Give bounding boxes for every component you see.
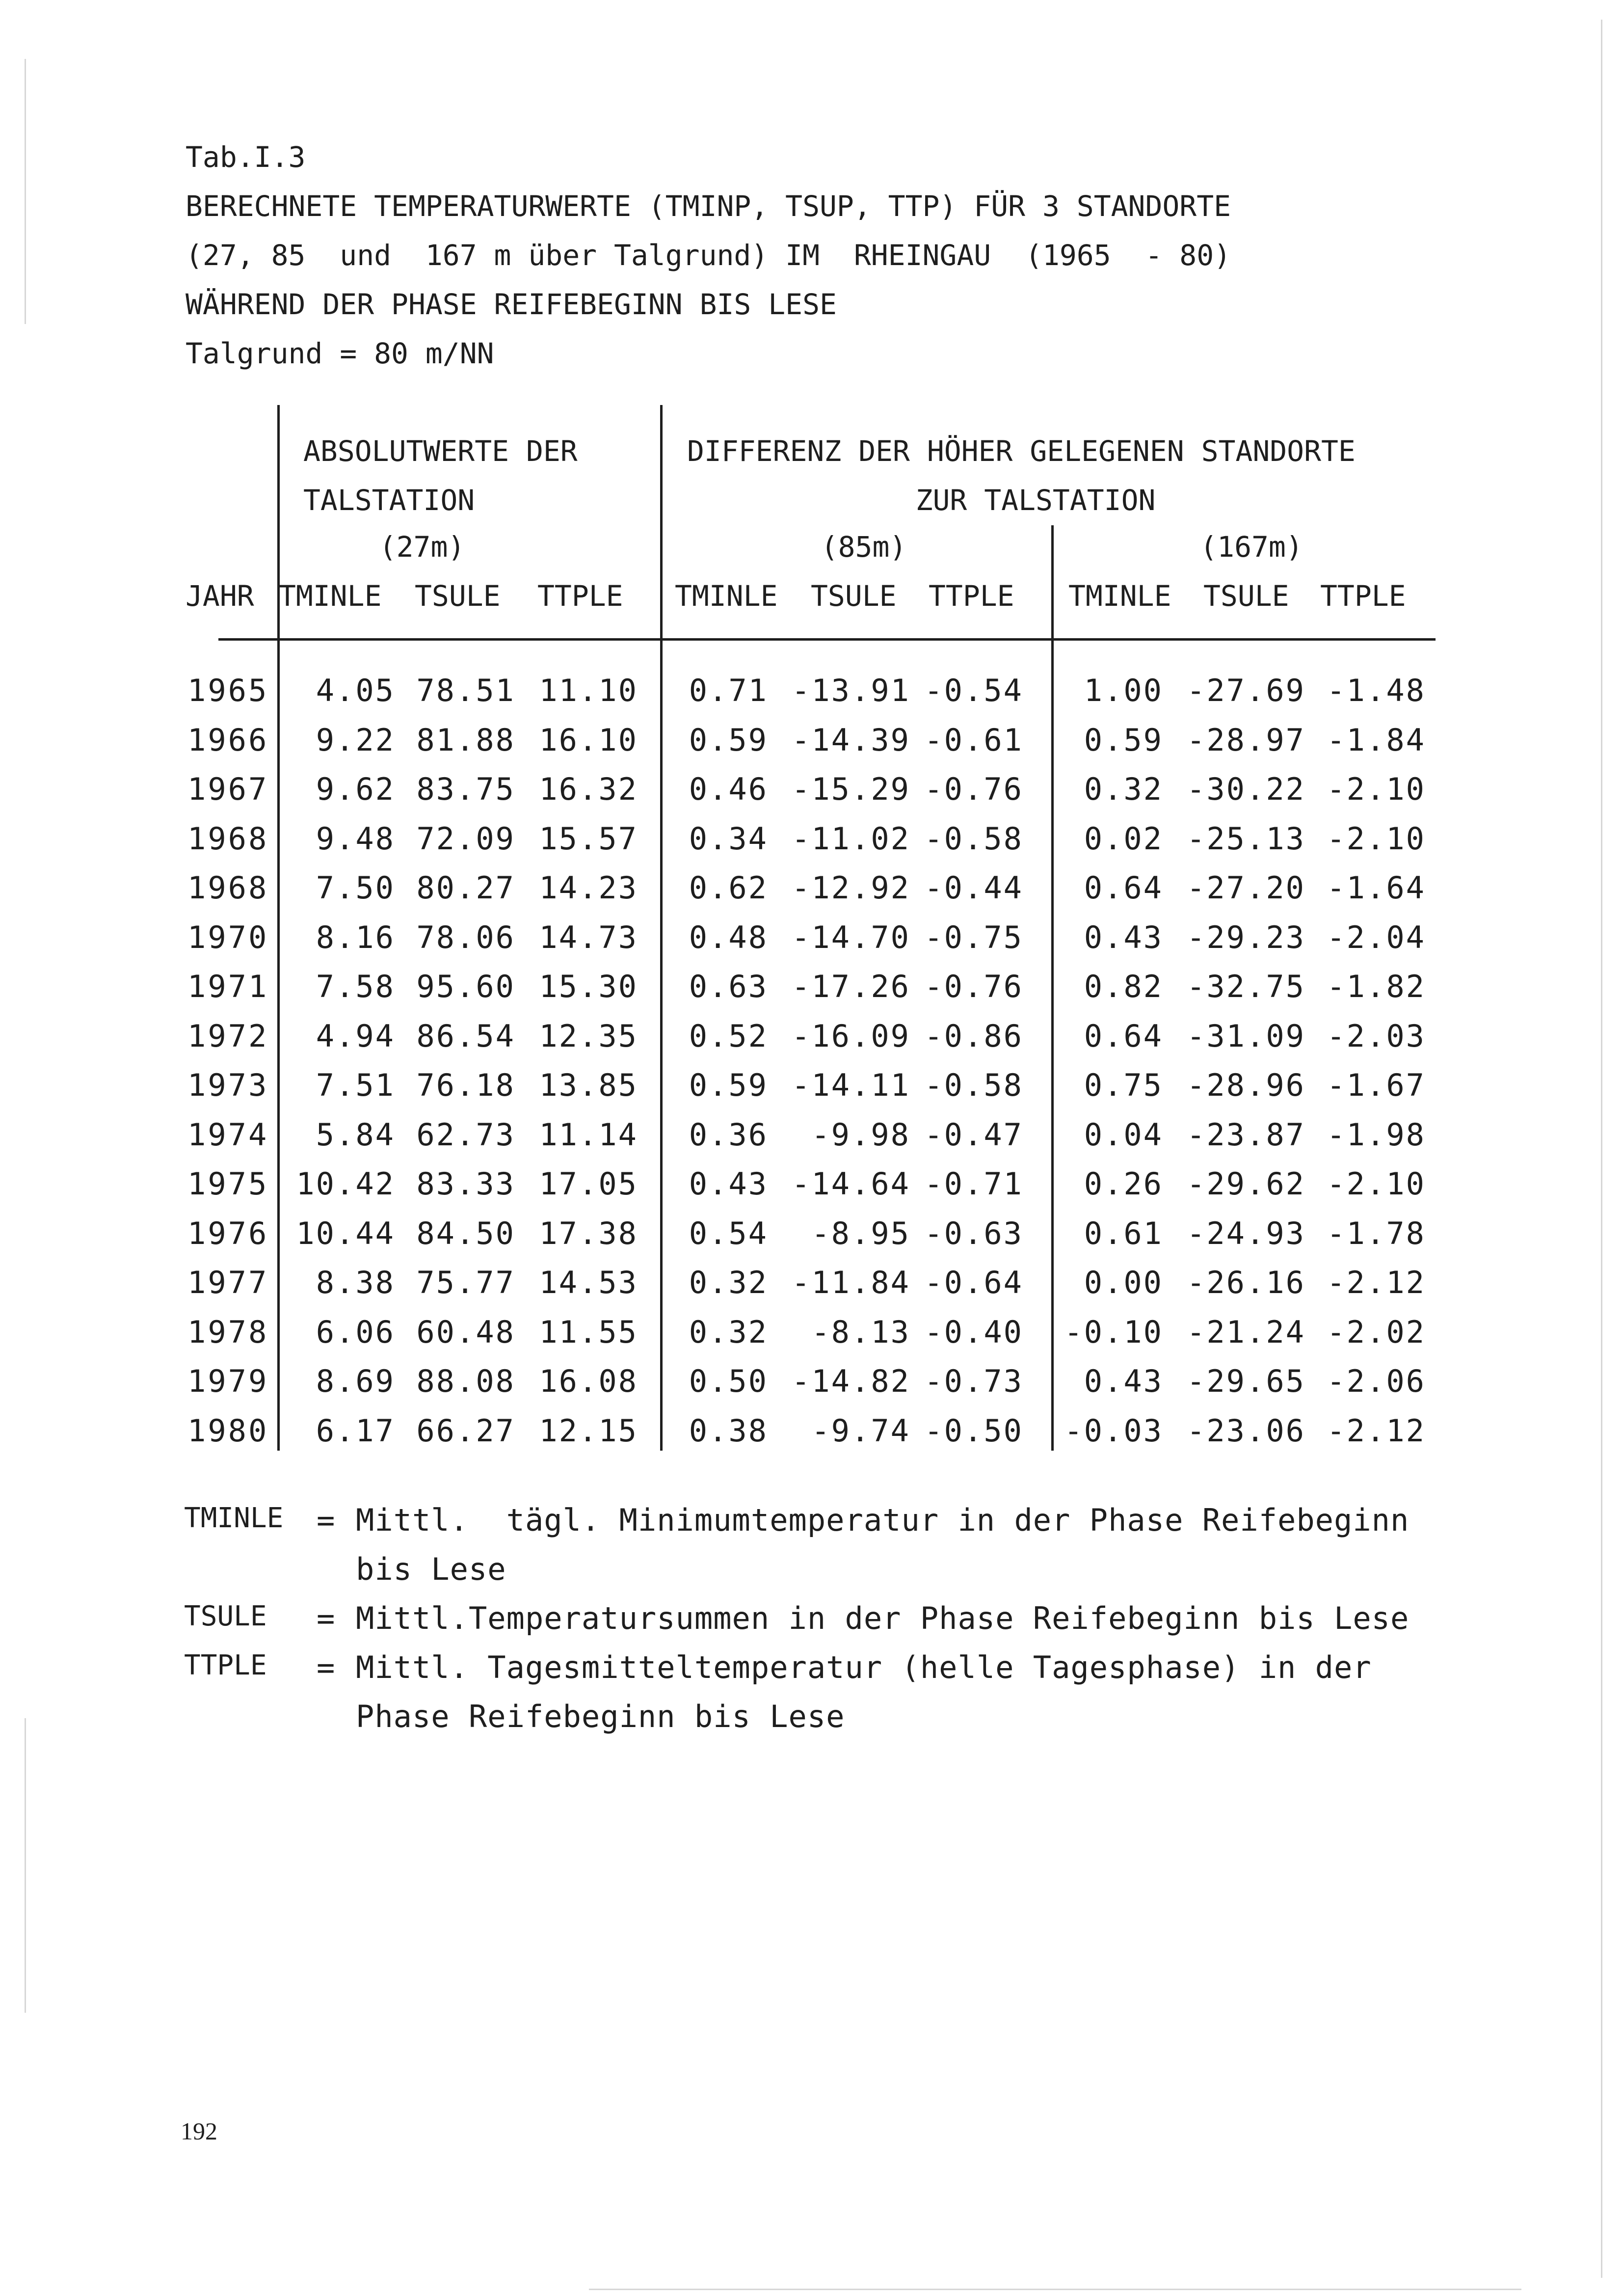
table-cell: -26.16: [1187, 1265, 1305, 1300]
table-cell: 0.36: [689, 1117, 768, 1153]
table-cell: 60.48: [416, 1314, 515, 1350]
station-header: (85m): [821, 530, 907, 564]
column-header: TSULE: [1203, 579, 1289, 613]
table-cell: 0.43: [689, 1166, 768, 1202]
year-cell: 1977: [187, 1265, 269, 1300]
table-cell: 0.59: [689, 1067, 768, 1103]
group-header-absolute: ABSOLUTWERTE DER: [303, 434, 578, 468]
table-cell: -2.10: [1327, 771, 1426, 807]
legend-item: [184, 1502, 1470, 1600]
table-cell: -1.48: [1327, 673, 1426, 708]
table-cell: 84.50: [416, 1216, 515, 1251]
table-cell: -27.69: [1187, 673, 1305, 708]
year-cell: 1976: [187, 1216, 269, 1251]
table-cell: -0.63: [924, 1216, 1023, 1251]
table-cell: 9.22: [316, 722, 395, 758]
table-cell: 1.00: [1084, 673, 1163, 708]
table-cell: -0.61: [924, 722, 1023, 758]
group-header-difference: ZUR TALSTATION: [915, 484, 1156, 517]
table-cell: -1.64: [1327, 870, 1426, 906]
table-cell: -0.47: [924, 1117, 1023, 1153]
table-cell: 11.14: [539, 1117, 638, 1153]
caption-line: BERECHNETE TEMPERATURWERTE (TMINP, TSUP, TTP) FÜR 3 STANDORTE: [186, 189, 1231, 223]
table-cell: 11.10: [539, 673, 638, 708]
year-cell: 1978: [187, 1314, 269, 1350]
year-cell: 1967: [187, 771, 269, 807]
table-cell: 0.43: [1084, 919, 1163, 955]
table-cell: -0.71: [924, 1166, 1023, 1202]
table-cell: 0.43: [1084, 1363, 1163, 1399]
table-cell: 0.46: [689, 771, 768, 807]
table-cell: 72.09: [416, 821, 515, 857]
table-cell: -27.20: [1187, 870, 1305, 906]
header-rule: [218, 638, 1436, 641]
legend-equals: =: [317, 1600, 335, 1636]
table-cell: 14.23: [539, 870, 638, 906]
year-cell: 1973: [187, 1067, 269, 1103]
legend-text: Phase Reifebeginn bis Lese: [356, 1699, 845, 1734]
table-cell: -15.29: [792, 771, 910, 807]
table-cell: 95.60: [416, 969, 515, 1004]
caption-line: WÄHREND DER PHASE REIFEBEGINN BIS LESE: [186, 288, 837, 321]
table-cell: -16.09: [792, 1018, 910, 1054]
table-cell: -14.11: [792, 1067, 910, 1103]
table-cell: 7.50: [316, 870, 395, 906]
table-cell: 0.63: [689, 969, 768, 1004]
table-cell: -2.06: [1327, 1363, 1426, 1399]
table-cell: -8.95: [811, 1216, 910, 1251]
table-cell: 80.27: [416, 870, 515, 906]
year-cell: 1975: [187, 1166, 269, 1202]
legend-text: bis Lese: [356, 1551, 506, 1587]
table-cell: -0.75: [924, 919, 1023, 955]
table-cell: 4.05: [316, 673, 395, 708]
table-cell: -2.12: [1327, 1413, 1426, 1449]
table-cell: 11.55: [539, 1314, 638, 1350]
temperature-table: [177, 405, 1463, 1460]
table-cell: -17.26: [792, 969, 910, 1004]
table-cell: 9.48: [316, 821, 395, 857]
table-cell: -25.13: [1187, 821, 1305, 857]
table-cell: -14.70: [792, 919, 910, 955]
table-cell: 17.05: [539, 1166, 638, 1202]
group-header-absolute: TALSTATION: [303, 484, 475, 517]
table-cell: 12.35: [539, 1018, 638, 1054]
year-cell: 1968: [187, 821, 269, 857]
table-cell: 78.06: [416, 919, 515, 955]
table-cell: -21.24: [1187, 1314, 1305, 1350]
table-cell: 16.10: [539, 722, 638, 758]
table-cell: 10.44: [296, 1216, 395, 1251]
table-cell: 13.85: [539, 1067, 638, 1103]
column-header: TTPLE: [1320, 579, 1406, 613]
table-cell: -0.73: [924, 1363, 1023, 1399]
table-cell: -0.58: [924, 1067, 1023, 1103]
table-cell: 8.69: [316, 1363, 395, 1399]
year-cell: 1966: [187, 722, 269, 758]
table-cell: 83.33: [416, 1166, 515, 1202]
table-cell: 0.59: [689, 722, 768, 758]
table-cell: 0.82: [1084, 969, 1163, 1004]
table-cell: -14.39: [792, 722, 910, 758]
table-cell: -24.93: [1187, 1216, 1305, 1251]
table-cell: -9.74: [811, 1413, 910, 1449]
table-cell: -2.12: [1327, 1265, 1426, 1300]
legend-equals: =: [317, 1502, 335, 1538]
table-cell: -2.03: [1327, 1018, 1426, 1054]
table-cell: 0.64: [1084, 1018, 1163, 1054]
year-cell: 1968: [187, 870, 269, 906]
table-cell: -29.65: [1187, 1363, 1305, 1399]
table-cell: 0.00: [1084, 1265, 1163, 1300]
table-cell: 5.84: [316, 1117, 395, 1153]
table-cell: -23.06: [1187, 1413, 1305, 1449]
year-cell: 1971: [187, 969, 269, 1004]
table-cell: 17.38: [539, 1216, 638, 1251]
legend-item: [184, 1600, 1470, 1649]
table-cell: 0.71: [689, 673, 768, 708]
table-cell: 0.02: [1084, 821, 1163, 857]
table-cell: -13.91: [792, 673, 910, 708]
group-header-difference: DIFFERENZ DER HÖHER GELEGENEN STANDORTE: [687, 434, 1356, 468]
legend-key: TTPLE: [184, 1649, 267, 1681]
year-cell: 1965: [187, 673, 269, 708]
table-cell: -29.23: [1187, 919, 1305, 955]
table-cell: 86.54: [416, 1018, 515, 1054]
table-cell: -1.78: [1327, 1216, 1426, 1251]
year-cell: 1972: [187, 1018, 269, 1054]
table-label: Tab.I.3: [186, 140, 306, 174]
caption-line: (27, 85 und 167 m über Talgrund) IM RHEINGAU (1965 - 80): [186, 239, 1231, 272]
table-cell: 8.38: [316, 1265, 395, 1300]
table-cell: -0.76: [924, 969, 1023, 1004]
table-cell: 0.26: [1084, 1166, 1163, 1202]
table-cell: 10.42: [296, 1166, 395, 1202]
table-cell: -28.96: [1187, 1067, 1305, 1103]
table-cell: -2.10: [1327, 821, 1426, 857]
table-cell: -0.86: [924, 1018, 1023, 1054]
table-cell: -1.67: [1327, 1067, 1426, 1103]
table-cell: 0.48: [689, 919, 768, 955]
year-cell: 1980: [187, 1413, 269, 1449]
table-caption: [186, 133, 1231, 378]
legend-text: Mittl.Temperatursummen in der Phase Reifebeginn bis Lese: [356, 1600, 1410, 1636]
table-cell: -14.64: [792, 1166, 910, 1202]
station-header: (167m): [1200, 530, 1303, 564]
table-cell: -0.76: [924, 771, 1023, 807]
table-cell: 0.75: [1084, 1067, 1163, 1103]
table-cell: -23.87: [1187, 1117, 1305, 1153]
table-cell: 0.52: [689, 1018, 768, 1054]
table-cell: -0.50: [924, 1413, 1023, 1449]
table-cell: -2.02: [1327, 1314, 1426, 1350]
legend-text: Mittl. tägl. Minimumtemperatur in der Phase Reifebeginn: [356, 1502, 1410, 1538]
legend-text: Mittl. Tagesmitteltemperatur (helle Tagesphase) in der: [356, 1649, 1372, 1685]
table-cell: -8.13: [811, 1314, 910, 1350]
table-cell: -2.04: [1327, 919, 1426, 955]
table-cell: -1.82: [1327, 969, 1426, 1004]
table-cell: 15.30: [539, 969, 638, 1004]
table-cell: -0.40: [924, 1314, 1023, 1350]
table-cell: 0.32: [1084, 771, 1163, 807]
table-cell: -0.44: [924, 870, 1023, 906]
column-header: TMINLE: [675, 579, 778, 613]
station-header: (27m): [379, 530, 465, 564]
table-cell: 88.08: [416, 1363, 515, 1399]
table-cell: 14.53: [539, 1265, 638, 1300]
column-header: TTPLE: [929, 579, 1014, 613]
page-number: 192: [181, 2117, 217, 2145]
table-cell: -31.09: [1187, 1018, 1305, 1054]
table-cell: 0.62: [689, 870, 768, 906]
table-cell: 81.88: [416, 722, 515, 758]
table-cell: 6.06: [316, 1314, 395, 1350]
caption-line: Talgrund = 80 m/NN: [186, 337, 494, 370]
table-cell: 62.73: [416, 1117, 515, 1153]
scan-edge-line: [25, 59, 26, 324]
table-cell: 16.08: [539, 1363, 638, 1399]
table-cell: 0.32: [689, 1314, 768, 1350]
table-cell: -2.10: [1327, 1166, 1426, 1202]
table-cell: 0.50: [689, 1363, 768, 1399]
table-cell: 83.75: [416, 771, 515, 807]
table-cell: 0.38: [689, 1413, 768, 1449]
table-cell: -28.97: [1187, 722, 1305, 758]
table-cell: -30.22: [1187, 771, 1305, 807]
scan-edge-line: [25, 1718, 26, 2013]
table-cell: -11.02: [792, 821, 910, 857]
legend-equals: =: [317, 1649, 335, 1685]
column-header: TMINLE: [279, 579, 382, 613]
table-cell: -32.75: [1187, 969, 1305, 1004]
table-cell: -0.10: [1064, 1314, 1163, 1350]
table-cell: 0.04: [1084, 1117, 1163, 1153]
table-cell: 0.54: [689, 1216, 768, 1251]
table-cell: 0.34: [689, 821, 768, 857]
table-cell: 0.61: [1084, 1216, 1163, 1251]
table-cell: 7.58: [316, 969, 395, 1004]
table-cell: 0.32: [689, 1265, 768, 1300]
table-cell: 14.73: [539, 919, 638, 955]
legend-key: TMINLE: [184, 1502, 284, 1534]
table-cell: 6.17: [316, 1413, 395, 1449]
table-cell: 75.77: [416, 1265, 515, 1300]
column-header: JAHR: [186, 579, 254, 613]
table-cell: 0.64: [1084, 870, 1163, 906]
year-cell: 1970: [187, 919, 269, 955]
legend-item: [184, 1649, 1470, 1748]
table-cell: -0.54: [924, 673, 1023, 708]
column-header: TMINLE: [1068, 579, 1171, 613]
year-cell: 1979: [187, 1363, 269, 1399]
table-cell: 7.51: [316, 1067, 395, 1103]
table-cell: 76.18: [416, 1067, 515, 1103]
table-cell: 9.62: [316, 771, 395, 807]
table-cell: 16.32: [539, 771, 638, 807]
table-cell: -14.82: [792, 1363, 910, 1399]
table-cell: 12.15: [539, 1413, 638, 1449]
table-cell: -29.62: [1187, 1166, 1305, 1202]
table-cell: 4.94: [316, 1018, 395, 1054]
table-cell: -12.92: [792, 870, 910, 906]
year-cell: 1974: [187, 1117, 269, 1153]
legend-key: TSULE: [184, 1600, 267, 1632]
table-cell: -0.64: [924, 1265, 1023, 1300]
table-cell: 8.16: [316, 919, 395, 955]
table-cell: 0.59: [1084, 722, 1163, 758]
table-cell: -0.03: [1064, 1413, 1163, 1449]
table-cell: 78.51: [416, 673, 515, 708]
table-cell: -11.84: [792, 1265, 910, 1300]
table-cell: 66.27: [416, 1413, 515, 1449]
column-header: TSULE: [811, 579, 897, 613]
column-header: TTPLE: [537, 579, 623, 613]
table-cell: -0.58: [924, 821, 1023, 857]
table-cell: -1.84: [1327, 722, 1426, 758]
scan-edge-line: [1601, 20, 1602, 2278]
scan-edge-line: [589, 2289, 1521, 2290]
table-cell: 15.57: [539, 821, 638, 857]
legend: [184, 1502, 1470, 1748]
table-cell: -1.98: [1327, 1117, 1426, 1153]
table-cell: -9.98: [811, 1117, 910, 1153]
column-header: TSULE: [415, 579, 501, 613]
